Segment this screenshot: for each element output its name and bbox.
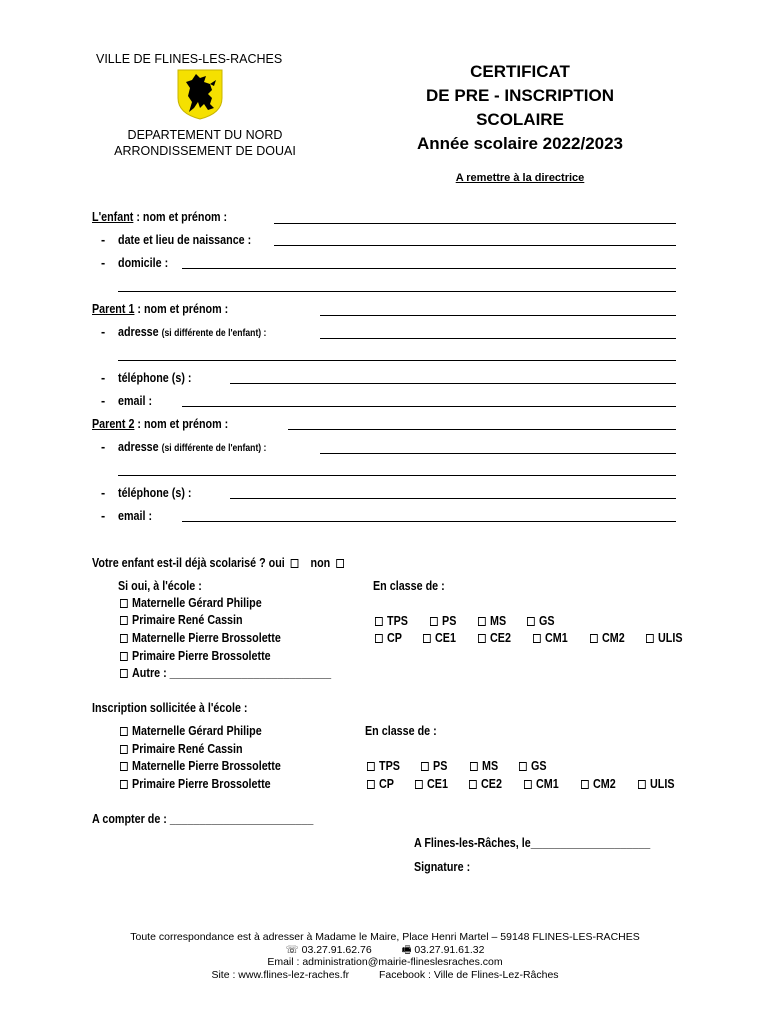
checkbox[interactable] [590,634,598,643]
parent1-address-note: (si différente de l'enfant) : [161,328,267,339]
option-label: Primaire Pierre Brossolette [132,777,271,791]
option-label: GS [539,614,555,628]
parent2-email-field[interactable] [182,521,676,522]
option-label: CM2 [593,777,616,791]
requested-class-option[interactable] [581,777,616,791]
current-class-option[interactable] [478,631,511,645]
city-name: VILLE DE FLINES-LES-RACHES [96,52,283,66]
option-label: CP [387,631,402,645]
department-block [100,127,310,159]
option-label: Autre : ___________________________ [132,666,332,680]
parent2-address-field[interactable] [320,453,676,454]
parent2-phone-label: téléphone (s) : [118,486,192,500]
parent1-address-field-line-2[interactable] [118,360,676,361]
department-line: DEPARTEMENT DU NORD [127,128,283,142]
checkbox[interactable] [423,634,431,643]
option-label: PS [433,759,448,773]
option-label: Maternelle Gérard Philipe [132,724,262,738]
checkbox[interactable] [478,617,486,626]
parent1-address-label [118,325,266,339]
if-yes-label: Si oui, à l'école : [118,579,202,593]
checkbox[interactable] [120,599,128,608]
requested-class-option[interactable] [524,777,559,791]
option-label: CE1 [427,777,448,791]
requested-school-option[interactable] [120,777,271,791]
title-line-1: CERTIFICAT [470,62,570,81]
domicile-field-line-2[interactable] [118,291,676,292]
child-name-field[interactable] [274,223,676,224]
title-line-3: SCOLAIRE [476,110,564,129]
current-class-option[interactable] [423,631,456,645]
checkbox[interactable] [469,780,477,789]
checkbox[interactable] [519,762,527,771]
option-label: Primaire Pierre Brossolette [132,649,271,663]
checkbox[interactable] [646,634,654,643]
requested-class-option[interactable] [470,759,498,773]
parent2-address-note: (si différente de l'enfant) : [161,443,267,454]
current-class-label: En classe de : [373,579,445,593]
current-class-option[interactable] [478,614,506,628]
birth-label: date et lieu de naissance : [118,233,252,247]
checkbox[interactable] [375,617,383,626]
school-year: Année scolaire 2022/2023 [416,134,624,153]
option-label: MS [490,614,507,628]
checkbox[interactable] [120,616,128,625]
option-label: CM2 [602,631,625,645]
current-class-option[interactable] [375,614,408,628]
requested-class-option[interactable] [638,777,675,791]
parent1-phone-label: téléphone (s) : [118,371,192,385]
current-class-option[interactable] [590,631,625,645]
arrondissement-line: ARRONDISSEMENT DE DOUAI [114,144,296,158]
current-school-other[interactable] [120,666,331,680]
option-label: Primaire René Cassin [132,613,243,627]
option-label: Maternelle Gérard Philipe [132,596,262,610]
current-class-option[interactable] [533,631,568,645]
bullet-dash: - [101,509,106,523]
requested-class-label: En classe de : [365,724,437,738]
checkbox[interactable] [120,780,128,789]
instruction-text: A remettre à la directrice [455,172,585,184]
bullet-dash: - [101,325,106,339]
parent2-name-label [92,417,228,431]
footer-contact [90,944,680,957]
parent2-phone-field[interactable] [230,498,676,499]
requested-school-option[interactable] [120,724,262,738]
birth-field[interactable] [274,245,676,246]
parent1-address-field[interactable] [320,338,676,339]
footer-fax: 03.27.91.61.32 [414,943,485,956]
current-school-option[interactable] [120,613,243,627]
parent2-address-text: adresse [118,440,159,454]
option-label: CP [379,777,394,791]
place-date-field[interactable]: A Flines-les-Râches, le____________________ [414,836,651,850]
checkbox[interactable] [421,762,429,771]
current-class-option[interactable] [375,631,402,645]
option-label: CE2 [490,631,511,645]
checkbox[interactable] [367,780,375,789]
option-label: CE1 [435,631,456,645]
footer-address: Toute correspondance est à adresser à Madame le Maire, Place Henri Martel – 59148 FLINES-LES-RACHES [130,931,640,943]
parent1-name-field[interactable] [320,315,676,316]
child-name-text: : nom et prénom : [133,210,228,224]
checkbox[interactable] [375,634,383,643]
requested-class-option[interactable] [421,759,447,773]
checkbox[interactable] [120,652,128,661]
bullet-dash: - [101,440,106,454]
footer-phone: 03.27.91.62.76 [301,943,372,956]
current-school-option[interactable] [120,631,281,645]
parent2-email-label: email : [118,509,153,523]
checkbox[interactable] [120,634,128,643]
schooled-question [92,556,348,570]
checkbox[interactable] [581,780,589,789]
checkbox[interactable] [524,780,532,789]
option-label: TPS [379,759,400,773]
schooled-yes-checkbox[interactable] [290,559,298,568]
checkbox[interactable] [533,634,541,643]
parent1-heading: Parent 1 [92,302,135,316]
parent2-heading: Parent 2 [92,417,135,431]
from-date-field[interactable]: A compter de : ________________________ [92,812,314,826]
title-line-2: DE PRE - INSCRIPTION [426,86,614,105]
parent2-name-field[interactable] [288,429,676,430]
parent1-name-label [92,302,228,316]
footer-web [90,969,680,982]
bullet-dash: - [101,394,106,408]
bullet-dash: - [101,371,106,385]
schooled-yes-label: oui [268,556,285,570]
phone-icon: ☏ [285,943,299,956]
checkbox[interactable] [367,762,375,771]
domicile-field[interactable] [182,268,676,269]
checkbox[interactable] [638,780,646,789]
checkbox[interactable] [430,617,438,626]
option-label: PS [442,614,457,628]
checkbox[interactable] [415,780,423,789]
requested-class-option[interactable] [415,777,448,791]
schooled-no-label: non [310,556,331,570]
requested-school-option[interactable] [120,759,281,773]
requested-class-option[interactable] [367,759,400,773]
parent1-name-text: : nom et prénom : [134,302,229,316]
footer [90,931,680,981]
current-school-option[interactable] [120,649,271,663]
current-class-option[interactable] [646,631,683,645]
parent1-email-field[interactable] [182,406,676,407]
signature-label: Signature : [414,860,471,874]
bullet-dash: - [101,256,106,270]
option-label: Primaire René Cassin [132,742,243,756]
option-label: CE2 [481,777,502,791]
current-class-option[interactable] [527,614,555,628]
option-label: GS [531,759,547,773]
fax-icon: 🖷 [401,943,412,956]
footer-facebook: Facebook : Ville de Flines-Lez-Râches [379,968,559,981]
option-label: Maternelle Pierre Brossolette [132,631,281,645]
checkbox[interactable] [470,762,478,771]
coat-of-arms-icon [176,68,224,120]
option-label: TPS [387,614,408,628]
option-label: CM1 [536,777,559,791]
checkbox[interactable] [120,669,128,678]
option-label: Maternelle Pierre Brossolette [132,759,281,773]
option-label: ULIS [658,631,683,645]
requested-class-option[interactable] [469,777,502,791]
checkbox[interactable] [527,617,535,626]
schooled-no-checkbox[interactable] [336,559,344,568]
domicile-label: domicile : [118,256,169,270]
checkbox[interactable] [120,727,128,736]
bullet-dash: - [101,233,106,247]
option-label: CM1 [545,631,568,645]
bullet-dash: - [101,486,106,500]
parent1-phone-field[interactable] [230,383,676,384]
parent1-email-label: email : [118,394,153,408]
schooled-question-text: Votre enfant est-il déjà scolarisé ? [92,556,266,570]
parent2-name-text: : nom et prénom : [134,417,229,431]
requested-class-option[interactable] [519,759,547,773]
footer-site: Site : www.flines-lez-raches.fr [211,968,350,981]
parent2-address-field-line-2[interactable] [118,475,676,476]
option-label: MS [482,759,499,773]
option-label: ULIS [650,777,675,791]
current-class-option[interactable] [430,614,456,628]
footer-email: Email : administration@mairie-flineslesraches.com [267,956,503,968]
child-name-label [92,210,227,224]
child-heading: L'enfant [92,210,134,224]
checkbox[interactable] [478,634,486,643]
requested-school-option[interactable] [120,742,243,756]
parent1-address-text: adresse [118,325,159,339]
requested-class-option[interactable] [367,777,394,791]
checkbox[interactable] [120,745,128,754]
document-title [380,60,660,156]
current-school-option[interactable] [120,596,262,610]
requested-heading: Inscription sollicitée à l'école : [92,701,248,715]
parent2-address-label [118,440,266,454]
checkbox[interactable] [120,762,128,771]
